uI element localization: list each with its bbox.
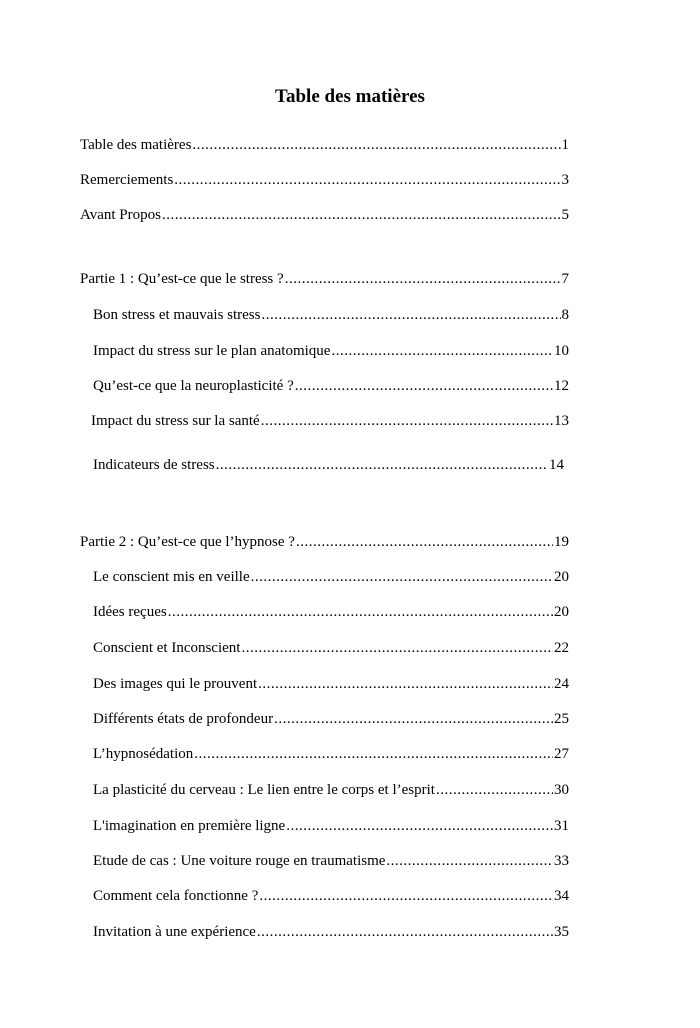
dot-leader xyxy=(386,852,553,870)
toc-entry-page: 30 xyxy=(554,782,569,798)
toc-entry-page: 13 xyxy=(554,413,569,429)
toc-entry[interactable] xyxy=(93,639,569,657)
toc-entry-page: 1 xyxy=(561,137,569,153)
dot-leader xyxy=(251,568,553,586)
toc-entry[interactable] xyxy=(93,306,569,324)
toc-entry-label: Le conscient mis en veille xyxy=(93,569,250,585)
dot-leader xyxy=(261,412,553,430)
toc-entry-label: Conscient et Inconscient xyxy=(93,640,241,656)
toc-entry-page: 27 xyxy=(554,746,569,762)
toc-entry-page: 19 xyxy=(554,534,569,550)
toc-entry-label: Idées reçues xyxy=(93,604,167,620)
toc-entry-page: 3 xyxy=(561,172,569,188)
toc-entry-label: Avant Propos xyxy=(80,207,161,223)
toc-entry-label: Bon stress et mauvais stress xyxy=(93,307,261,323)
toc-entry-page: 14 xyxy=(549,457,564,473)
toc-entry[interactable] xyxy=(93,710,569,728)
toc-entry[interactable] xyxy=(91,412,569,430)
dot-leader xyxy=(258,675,553,693)
toc-entry-label: Partie 1 : Qu’est-ce que le stress ? xyxy=(80,271,284,287)
toc-entry-page: 35 xyxy=(554,924,569,940)
toc-entry-page: 24 xyxy=(554,676,569,692)
dot-leader xyxy=(274,710,553,728)
toc-entry-label: Qu’est-ce que la neuroplasticité ? xyxy=(93,378,294,394)
toc-entry-page: 12 xyxy=(554,378,569,394)
toc-entry-label: Impact du stress sur la santé xyxy=(91,413,260,429)
toc-entry[interactable] xyxy=(93,377,569,395)
toc-title: Table des matières xyxy=(275,86,425,107)
dot-leader xyxy=(194,745,553,763)
toc-entry[interactable] xyxy=(80,533,569,551)
dot-leader xyxy=(241,639,553,657)
toc-entry[interactable] xyxy=(80,270,569,288)
toc-entry[interactable] xyxy=(93,923,569,941)
toc-entry[interactable] xyxy=(93,887,569,905)
toc-entry-label: L’hypnosédation xyxy=(93,746,194,762)
toc-entry-page: 33 xyxy=(554,853,569,869)
dot-leader xyxy=(331,342,553,360)
dot-leader xyxy=(295,377,553,395)
toc-entry-label: Des images qui le prouvent xyxy=(93,676,258,692)
toc-entry-page: 22 xyxy=(554,640,569,656)
toc-entry-label: Indicateurs de stress xyxy=(93,457,215,473)
toc-entry[interactable] xyxy=(93,456,564,474)
dot-leader xyxy=(192,136,560,154)
toc-entry-label: La plasticité du cerveau : Le lien entre le corps et l’esprit xyxy=(93,782,435,798)
toc-entry[interactable] xyxy=(93,852,569,870)
toc-entry-label: Table des matières xyxy=(80,137,192,153)
toc-entry[interactable] xyxy=(93,342,569,360)
toc-entry-label: Etude de cas : Une voiture rouge en traumatisme xyxy=(93,853,386,869)
toc-entry[interactable] xyxy=(80,171,569,189)
toc-entry-label: Remerciements xyxy=(80,172,174,188)
toc-entry-page: 5 xyxy=(561,207,569,223)
toc-entry[interactable] xyxy=(80,206,569,224)
toc-entry-page: 31 xyxy=(554,818,569,834)
toc-entry[interactable] xyxy=(93,568,569,586)
dot-leader xyxy=(259,887,553,905)
dot-leader xyxy=(296,533,553,551)
toc-entry[interactable] xyxy=(80,136,569,154)
toc-entry-label: Impact du stress sur le plan anatomique xyxy=(93,343,331,359)
toc-entry-label: L'imagination en première ligne xyxy=(93,818,286,834)
toc-entry-label: Comment cela fonctionne ? xyxy=(93,888,259,904)
toc-entry-page: 34 xyxy=(554,888,569,904)
toc-entry-page: 20 xyxy=(554,569,569,585)
dot-leader xyxy=(168,603,553,621)
toc-entry[interactable] xyxy=(93,745,569,763)
dot-leader xyxy=(285,270,561,288)
dot-leader xyxy=(257,923,553,941)
toc-entry-label: Invitation à une expérience xyxy=(93,924,256,940)
toc-entry-page: 7 xyxy=(561,271,569,287)
toc-entry[interactable] xyxy=(93,817,569,835)
toc-entry-label: Différents états de profondeur xyxy=(93,711,274,727)
toc-entry-page: 20 xyxy=(554,604,569,620)
dot-leader xyxy=(174,171,560,189)
dot-leader xyxy=(216,456,548,474)
toc-entry-page: 10 xyxy=(554,343,569,359)
dot-leader xyxy=(162,206,561,224)
dot-leader xyxy=(286,817,553,835)
dot-leader xyxy=(261,306,560,324)
toc-entry[interactable] xyxy=(93,603,569,621)
toc-entry[interactable] xyxy=(93,781,569,799)
dot-leader xyxy=(436,781,553,799)
toc-entry-page: 8 xyxy=(561,307,569,323)
toc-entry-label: Partie 2 : Qu’est-ce que l’hypnose ? xyxy=(80,534,295,550)
toc-entry-page: 25 xyxy=(554,711,569,727)
toc-entry[interactable] xyxy=(93,675,569,693)
